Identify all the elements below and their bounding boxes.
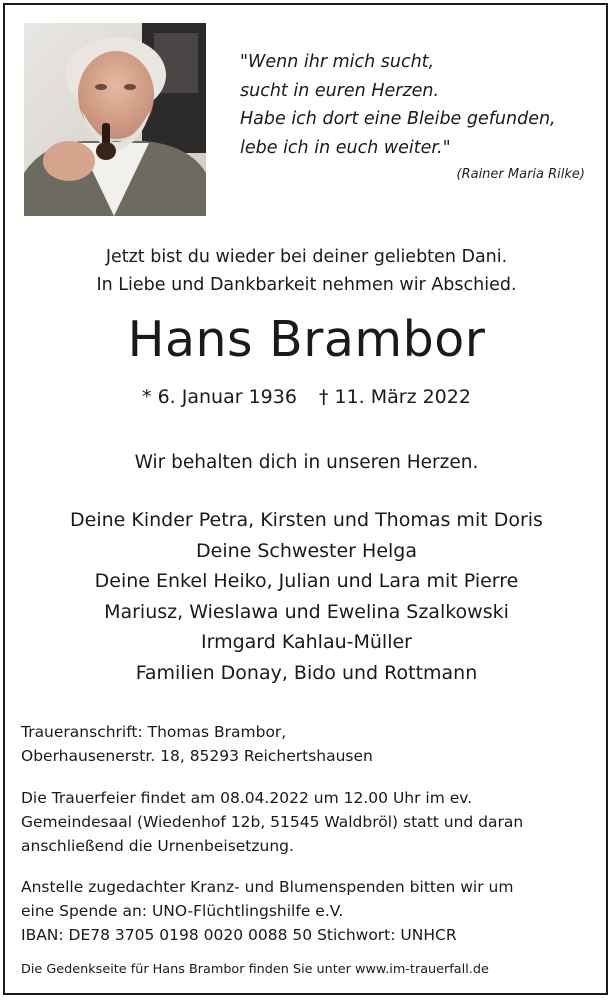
quote-line: sucht in euren Herzen.: [240, 80, 440, 101]
family-line: Deine Kinder Petra, Kirsten und Thomas mit Doris: [70, 509, 543, 531]
quote: [240, 48, 600, 162]
deceased-name: Hans Brambor: [127, 311, 486, 368]
quote-author: (Rainer Maria Rilke): [456, 167, 585, 182]
portrait-photo: [24, 23, 206, 216]
memorial-page-note: Die Gedenkseite für Hans Brambor finden Sie unter www.im-trauerfall.de: [21, 962, 489, 977]
intro-text: [0, 243, 613, 299]
quote-line: lebe ich in euch weiter.": [240, 137, 451, 158]
intro-line: Jetzt bist du wieder bei deiner geliebten Dani.: [105, 247, 508, 267]
donation-line: Anstelle zugedachter Kranz- und Blumenspenden bitten wir um: [21, 878, 514, 896]
family-line: Deine Schwester Helga: [196, 539, 417, 562]
ceremony-line: Gemeindesaal (Wiedenhof 12b, 51545 Waldbröl) statt und daran: [21, 813, 524, 831]
donation-info: [21, 875, 601, 947]
donation-line: eine Spende an: UNO-Flüchtlingshilfe e.V.: [21, 902, 344, 920]
life-dates: [0, 383, 613, 411]
ceremony-line: anschließend die Urnenbeisetzung.: [21, 837, 294, 855]
intro-line: In Liebe und Dankbarkeit nehmen wir Abschied.: [96, 275, 517, 295]
mourning-address: [21, 720, 601, 768]
family-list: [0, 505, 613, 688]
family-line: Mariusz, Wieslawa und Ewelina Szalkowski: [104, 600, 509, 623]
donation-line: IBAN: DE78 3705 0198 0020 0088 50 Stichwort: UNHCR: [21, 926, 457, 944]
family-line: Deine Enkel Heiko, Julian und Lara mit Pierre: [94, 570, 519, 592]
quote-line: "Wenn ihr mich sucht,: [240, 52, 435, 72]
family-line: Familien Donay, Bido und Rottmann: [135, 661, 478, 684]
ceremony-line: Die Trauerfeier findet am 08.04.2022 um 12.00 Uhr im ev.: [21, 789, 473, 807]
ceremony-info: [21, 786, 601, 858]
quote-line: Habe ich dort eine Bleibe gefunden,: [240, 109, 556, 129]
birth-date: * 6. Januar 1936: [142, 386, 297, 408]
address-line: Oberhausenerstr. 18, 85293 Reichertshausen: [21, 747, 373, 765]
address-line: Traueranschrift: Thomas Brambor,: [21, 723, 287, 741]
death-date: † 11. März 2022: [318, 386, 471, 408]
memory-line: Wir behalten dich in unseren Herzen.: [134, 452, 479, 473]
family-line: Irmgard Kahlau-Müller: [201, 631, 412, 653]
